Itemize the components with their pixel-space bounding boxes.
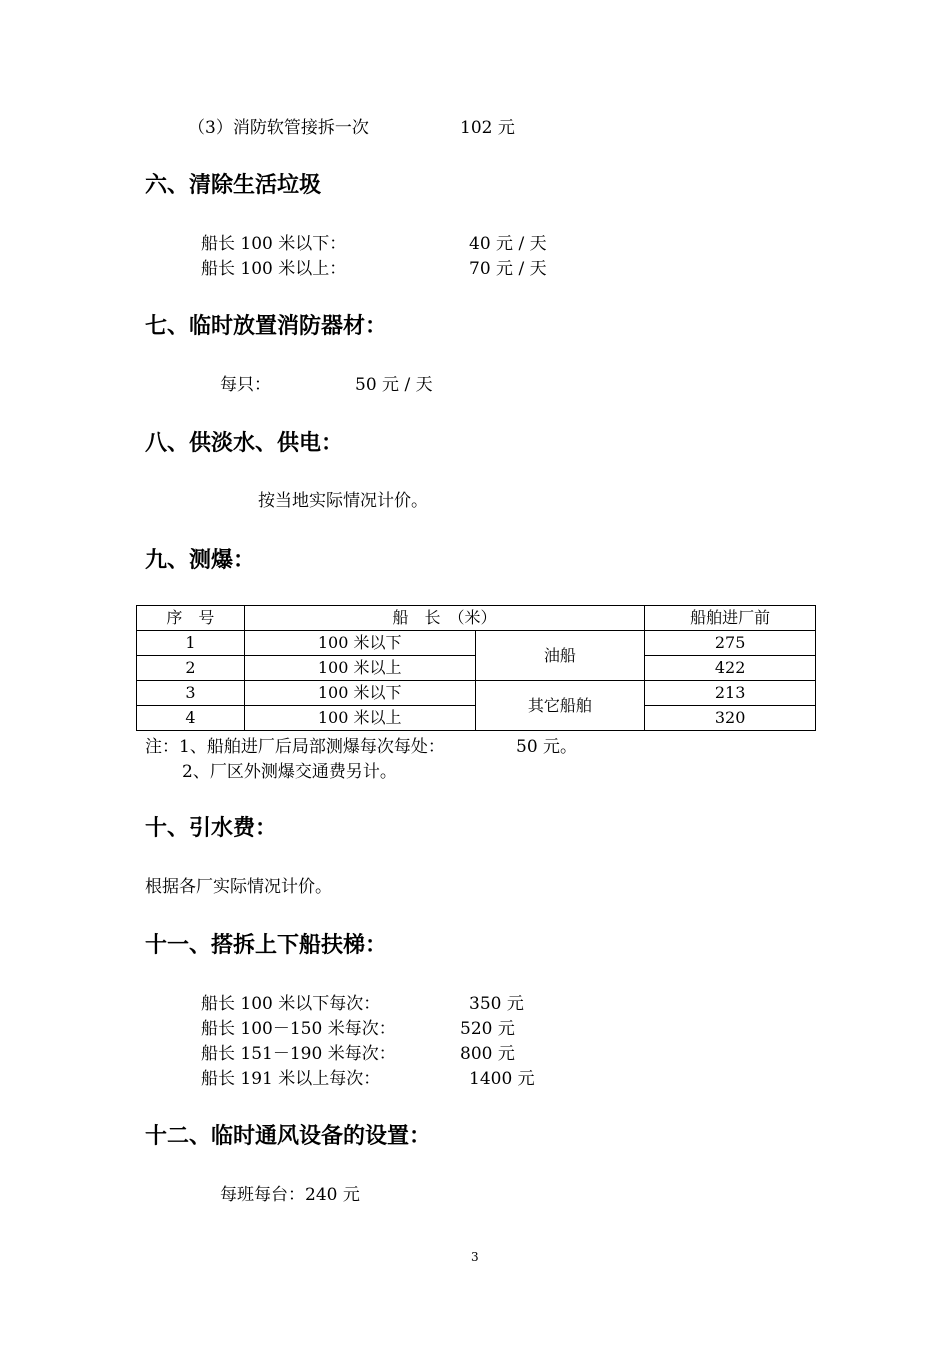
gas-test-note-2: 2、厂区外测爆交通费另计。: [182, 762, 397, 782]
row-length: 100 米以上: [244, 656, 475, 681]
page-number: 3: [471, 1250, 479, 1264]
header-price: 船舶进厂前: [645, 606, 816, 631]
ventilation-text: 每班每台：240 元: [220, 1185, 360, 1205]
gangway-row-2-label: 船长 100－150 米每次：: [201, 1019, 396, 1039]
gangway-row-1-value: 350 元: [469, 994, 524, 1014]
gangway-row-3-value: 800 元: [460, 1044, 515, 1064]
garbage-row-1-label: 船长 100 米以下：: [201, 234, 347, 254]
fire-hose-label: （3）消防软管接拆一次: [188, 118, 369, 138]
gas-test-note-1-value: 50 元。: [516, 737, 578, 757]
section-7-title: 七、临时放置消防器材：: [145, 314, 388, 339]
row-no: 3: [137, 681, 245, 706]
gangway-row-3-label: 船长 151－190 米每次：: [201, 1044, 396, 1064]
garbage-row-2-value: 70 元 / 天: [469, 259, 547, 279]
section-11-title: 十一、搭拆上下船扶梯：: [145, 933, 388, 958]
gangway-row-4-value: 1400 元: [469, 1069, 535, 1089]
gas-test-table: [136, 605, 816, 731]
water-power-text: 按当地实际情况计价。: [258, 491, 428, 511]
table-row: [137, 681, 816, 706]
row-length: 100 米以下: [244, 631, 475, 656]
header-no: 序 号: [137, 606, 245, 631]
row-type: 其它船舶: [475, 681, 645, 731]
row-price: 422: [645, 656, 816, 681]
row-type: 油船: [475, 631, 645, 681]
row-price: 213: [645, 681, 816, 706]
row-no: 2: [137, 656, 245, 681]
gangway-row-1-label: 船长 100 米以下每次：: [201, 994, 381, 1014]
row-price: 320: [645, 706, 816, 731]
fire-equipment-label: 每只：: [220, 375, 271, 395]
section-8-title: 八、供淡水、供电：: [145, 431, 344, 456]
gangway-row-2-value: 520 元: [460, 1019, 515, 1039]
row-length: 100 米以下: [244, 681, 475, 706]
row-price: 275: [645, 631, 816, 656]
table-row: [137, 631, 816, 656]
garbage-row-2-label: 船长 100 米以上：: [201, 259, 347, 279]
table-header-row: [137, 606, 816, 631]
section-10-title: 十、引水费：: [145, 816, 278, 841]
garbage-row-1-value: 40 元 / 天: [469, 234, 547, 254]
row-length: 100 米以上: [244, 706, 475, 731]
pilotage-text: 根据各厂实际情况计价。: [145, 877, 332, 897]
gangway-row-4-label: 船长 191 米以上每次：: [201, 1069, 381, 1089]
gas-test-note-1: 注：1、船舶进厂后局部测爆每次每处：: [145, 737, 445, 757]
fire-hose-value: 102 元: [460, 118, 515, 138]
section-12-title: 十二、临时通风设备的设置：: [145, 1124, 432, 1149]
row-no: 1: [137, 631, 245, 656]
row-no: 4: [137, 706, 245, 731]
section-6-title: 六、清除生活垃圾: [145, 173, 322, 198]
section-9-title: 九、测爆：: [145, 548, 256, 573]
fire-equipment-value: 50 元 / 天: [355, 375, 433, 395]
header-length: 船 长 （米）: [244, 606, 644, 631]
